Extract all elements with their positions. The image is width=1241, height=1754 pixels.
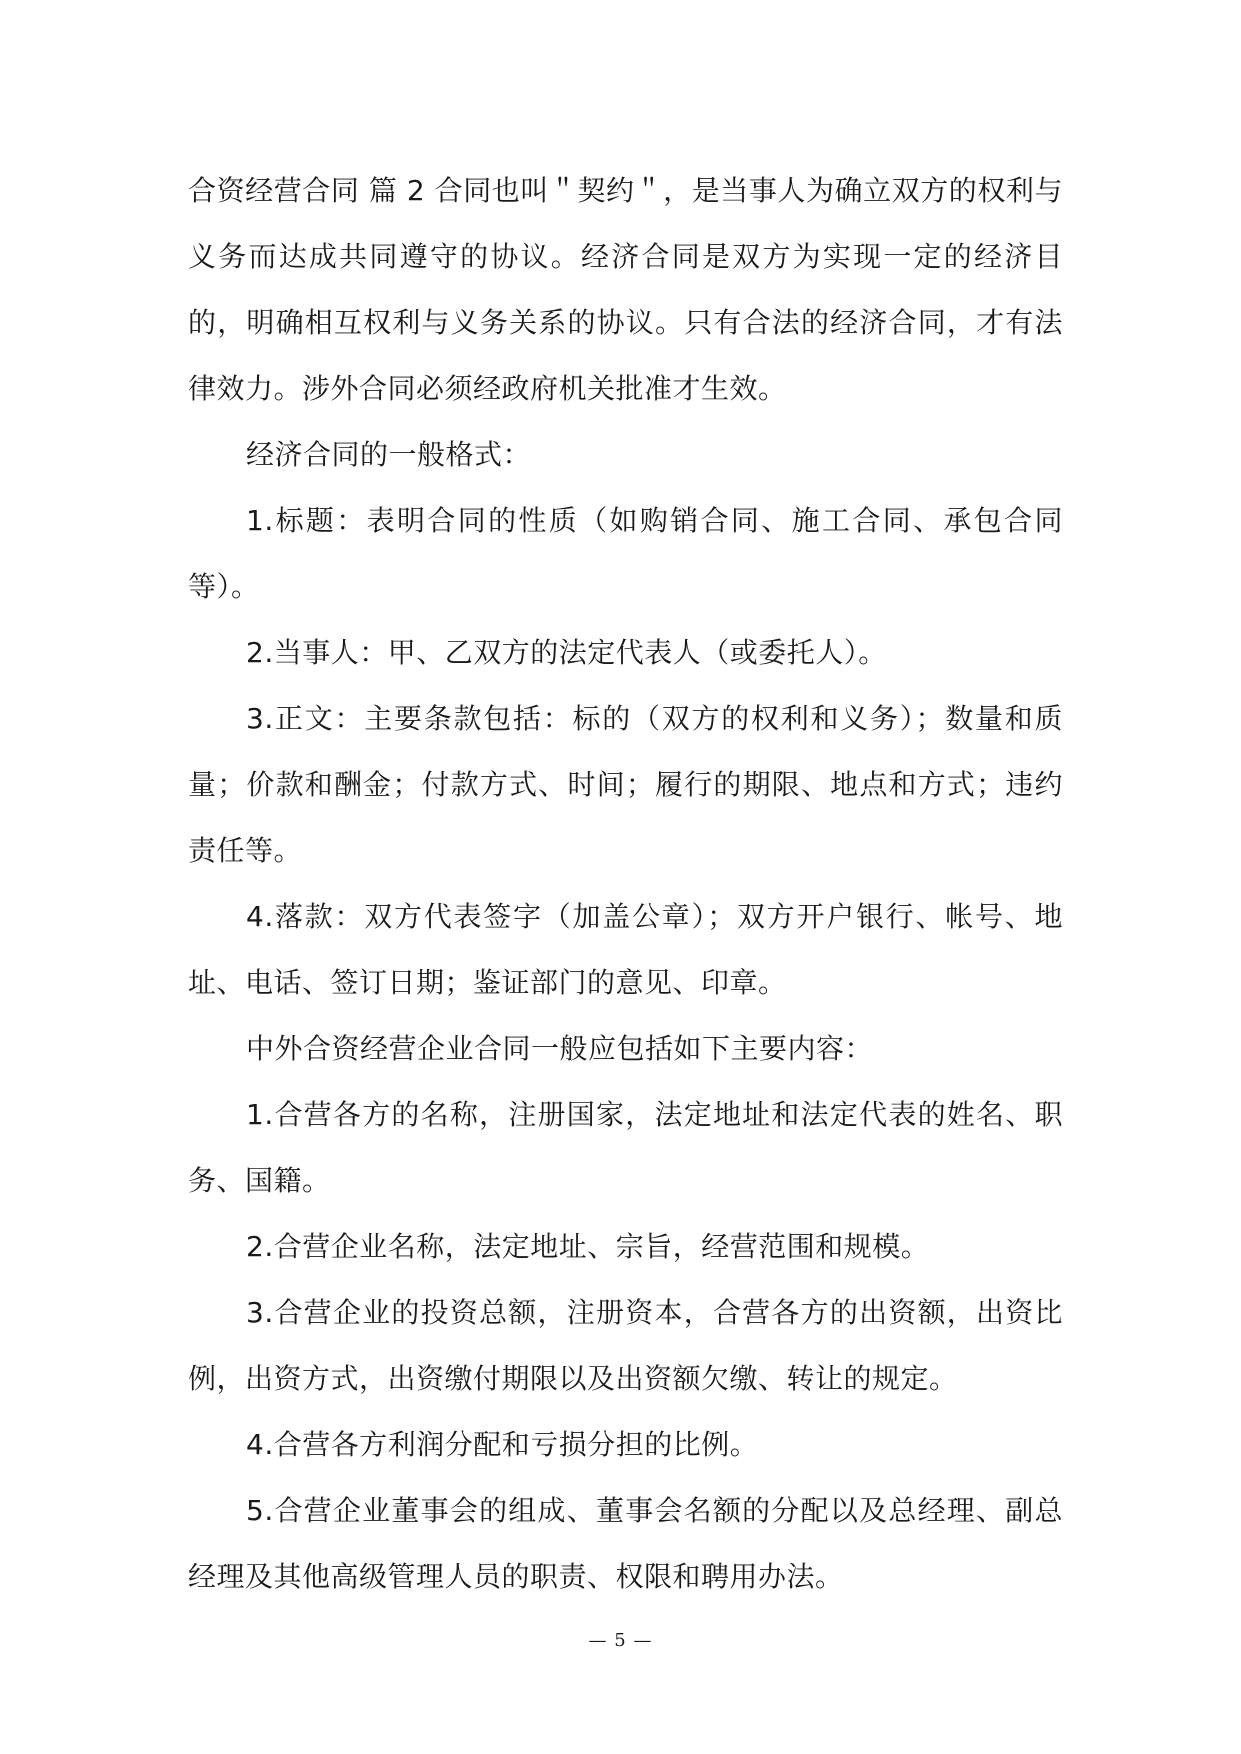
- section-heading-contract-format: 经济合同的一般格式：: [246, 438, 532, 471]
- section-heading-jv-contents: 中外合资经营企业合同一般应包括如下主要内容：: [246, 1032, 874, 1065]
- page-number: — 5 —: [588, 1630, 653, 1651]
- list-item: 3.合营企业的投资总额，注册资本，合营各方的出资额，出资比例，出资方式，出资缴付期限以及出资额欠缴、转让的规定。: [188, 1296, 1063, 1395]
- list-item: 5.合营企业董事会的组成、董事会名额的分配以及总经理、副总经理及其他高级管理人员的职责、权限和聘用办法。: [188, 1494, 1063, 1593]
- list-item: 1.标题：表明合同的性质（如购销合同、施工合同、承包合同等）。: [188, 504, 1063, 603]
- document-body: [188, 158, 1063, 1610]
- list-item: 4.合营各方利润分配和亏损分担的比例。: [246, 1428, 759, 1461]
- list-item: 2.合营企业名称，法定地址、宗旨，经营范围和规模。: [246, 1230, 930, 1263]
- intro-paragraph: 合资经营合同 篇 2 合同也叫＂契约＂，是当事人为确立双方的权利与义务而达成共同遵守的协议。经济合同是双方为实现一定的经济目的，明确相互权利与义务关系的协议。只有合法的经济合同，才有法律效力。涉外合同必须经政府机关批准才生效。: [188, 174, 1063, 405]
- list-item: 3.正文：主要条款包括：标的（双方的权利和义务）；数量和质量；价款和酬金；付款方式、时间；履行的期限、地点和方式；违约责任等。: [188, 702, 1063, 867]
- list-item: 4.落款：双方代表签字（加盖公章）；双方开户银行、帐号、地址、电话、签订日期；鉴证部门的意见、印章。: [188, 900, 1063, 999]
- list-item: 1.合营各方的名称，注册国家，法定地址和法定代表的姓名、职务、国籍。: [188, 1098, 1063, 1197]
- list-item: 2.当事人：甲、乙双方的法定代表人（或委托人）。: [246, 636, 887, 669]
